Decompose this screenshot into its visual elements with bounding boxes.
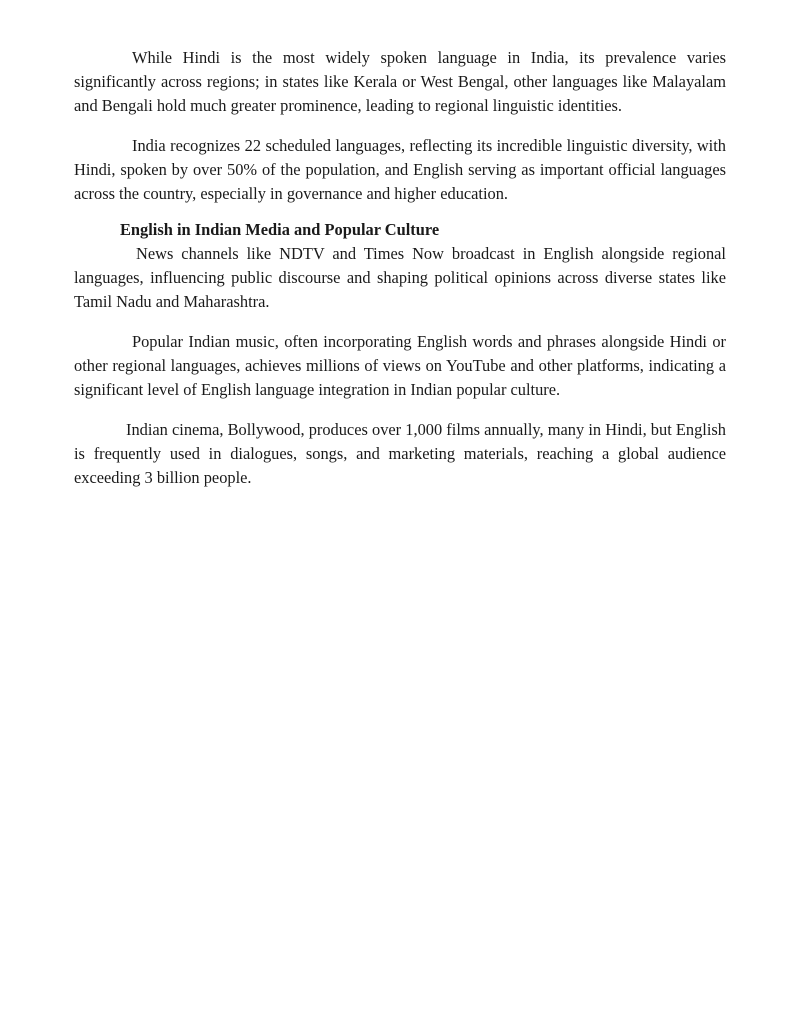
paragraph-hindi-prevalence: While Hindi is the most widely spoken language in India, its prevalence varies significantly across regions; in states like Kerala or West Bengal, other languages like Malayalam and Bengali hold much greater prominence, leading to regional linguistic identities. bbox=[74, 48, 726, 115]
paragraph-news-channels: News channels like NDTV and Times Now broadcast in English alongside regional languages, influencing public discourse and shaping political opinions across diverse states like Tamil Nadu and Maharashtra. bbox=[74, 244, 726, 311]
paragraph-scheduled-languages: India recognizes 22 scheduled languages, reflecting its incredible linguistic diversity, with Hindi, spoken by over 50% of the population, and English serving as important official languages across the country, especially in governance and higher education. bbox=[74, 136, 726, 203]
document-body bbox=[74, 46, 726, 490]
section-heading: English in Indian Media and Popular Culture bbox=[120, 220, 440, 239]
paragraph-indian-cinema: Indian cinema, Bollywood, produces over 1,000 films annually, many in Hindi, but English is frequently used in dialogues, songs, and marketing materials, reaching a global audience exceeding 3 billion people. bbox=[74, 420, 726, 487]
paragraph-popular-music: Popular Indian music, often incorporating English words and phrases alongside Hindi or other regional languages, achieves millions of views on YouTube and other platforms, indicating a significant level of English language integration in Indian popular culture. bbox=[74, 332, 726, 399]
